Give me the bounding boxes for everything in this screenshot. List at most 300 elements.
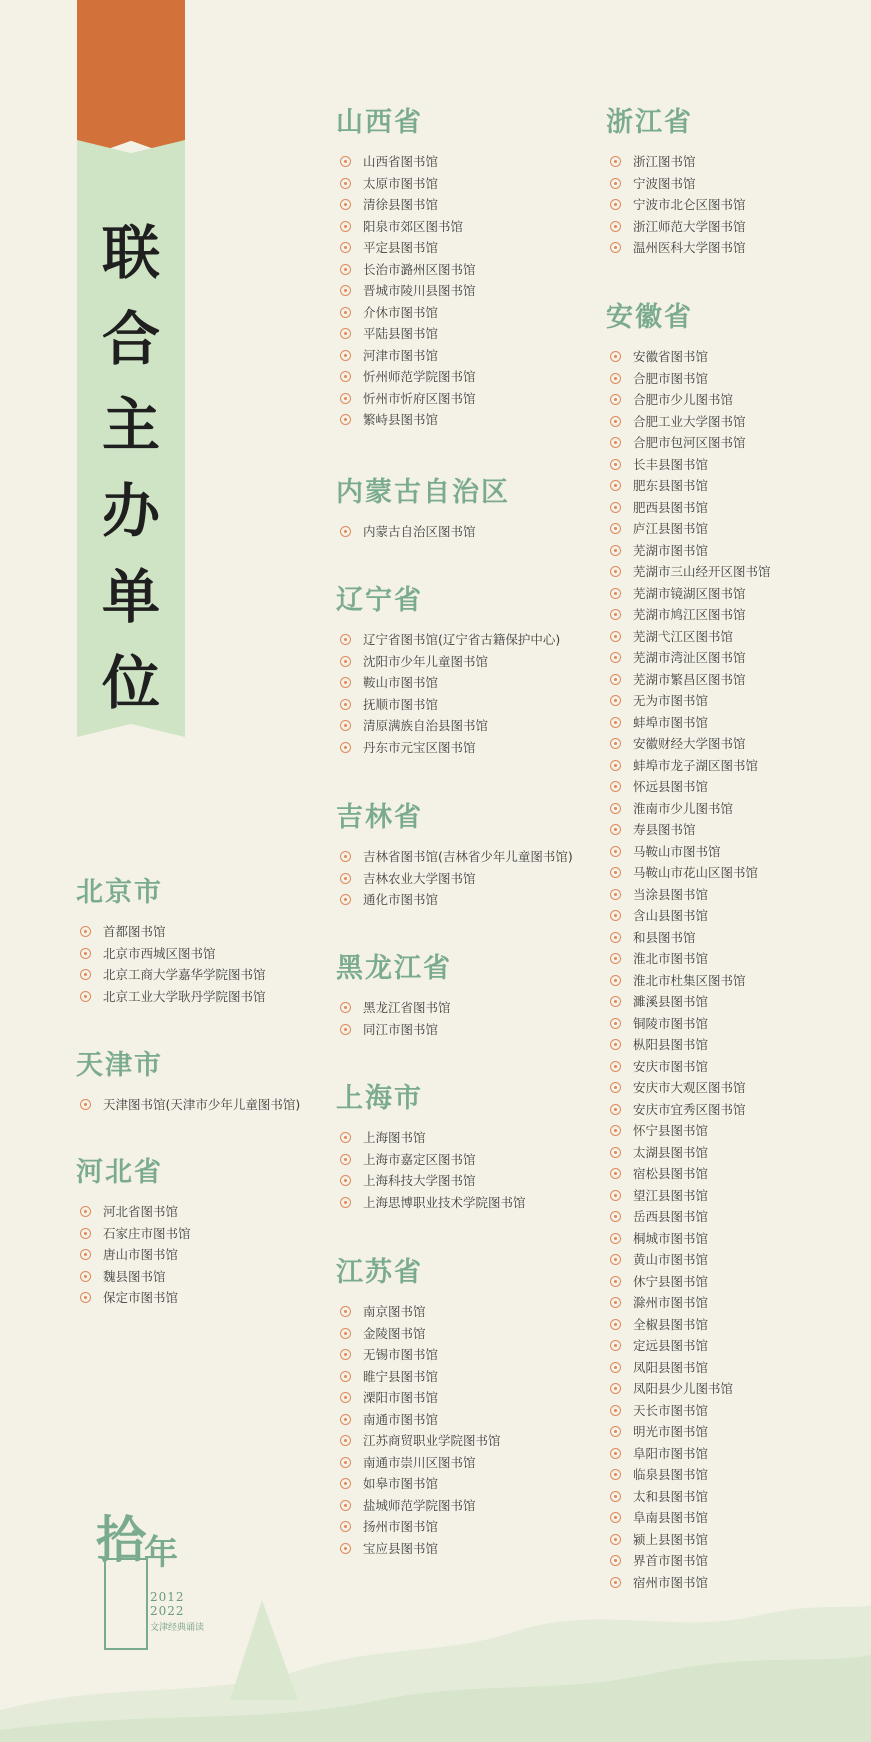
bullet-icon	[340, 1154, 351, 1165]
library-name: 睢宁县图书馆	[363, 1368, 439, 1384]
bullet-icon	[340, 1392, 351, 1403]
list-item	[336, 1301, 501, 1323]
library-name: 芜湖市图书馆	[633, 542, 709, 558]
library-name: 和县图书馆	[633, 929, 696, 945]
list-item	[606, 1206, 771, 1228]
list-item	[606, 368, 771, 390]
list-item	[336, 1149, 526, 1171]
bullet-icon	[610, 394, 621, 405]
library-list	[76, 921, 266, 1007]
section-neimenggu	[336, 470, 510, 543]
bullet-icon	[610, 1383, 621, 1394]
bullet-icon	[340, 264, 351, 275]
library-name: 宁波市北仑区图书馆	[633, 197, 746, 212]
list-item	[606, 819, 771, 841]
list-item	[606, 991, 771, 1013]
section-hebei	[76, 1150, 191, 1309]
bullet-icon	[340, 414, 351, 425]
bullet-icon	[610, 1104, 621, 1115]
library-name: 芜湖市繁昌区图书馆	[633, 671, 746, 687]
list-item	[606, 1292, 771, 1314]
library-name: 天津图书馆(天津市少年儿童图书馆)	[103, 1097, 301, 1112]
list-item	[336, 1366, 501, 1388]
library-name: 无为市图书馆	[633, 693, 709, 708]
library-list	[336, 629, 560, 758]
library-name: 温州医科大学图书馆	[633, 240, 746, 255]
library-name: 保定市图书馆	[103, 1290, 179, 1305]
bullet-icon	[610, 652, 621, 663]
bullet-icon	[80, 969, 91, 980]
list-item	[336, 302, 476, 324]
list-item	[336, 366, 476, 388]
list-item	[606, 690, 771, 712]
bullet-icon	[80, 1292, 91, 1303]
library-name: 河北省图书馆	[103, 1204, 179, 1219]
bullet-icon	[610, 437, 621, 448]
library-name: 芜湖市镜湖区图书馆	[633, 585, 746, 601]
list-item	[336, 629, 560, 651]
bullet-icon	[610, 889, 621, 900]
library-name: 唐山市图书馆	[103, 1247, 179, 1262]
library-name: 黄山市图书馆	[633, 1252, 709, 1267]
bullet-icon	[340, 1024, 351, 1035]
library-name: 阜南县图书馆	[633, 1510, 709, 1525]
list-item	[606, 755, 771, 777]
bullet-icon	[340, 1478, 351, 1489]
list-item	[336, 151, 476, 173]
bullet-icon	[610, 803, 621, 814]
library-name: 芜湖弋江区图书馆	[633, 628, 734, 644]
bullet-icon	[610, 588, 621, 599]
bullet-icon	[610, 1469, 621, 1480]
bullet-icon	[610, 781, 621, 792]
bullet-icon	[610, 1491, 621, 1502]
bullet-icon	[610, 1319, 621, 1330]
list-item	[606, 389, 771, 411]
library-name: 山西省图书馆	[363, 154, 439, 169]
section-title: 内蒙古自治区	[336, 477, 510, 508]
library-name: 无锡市图书馆	[363, 1347, 439, 1362]
bullet-icon	[340, 371, 351, 382]
list-item	[336, 889, 573, 911]
library-name: 休宁县图书馆	[633, 1273, 709, 1289]
library-name: 界首市图书馆	[633, 1553, 709, 1568]
section-liaoning	[336, 578, 560, 758]
bullet-icon	[340, 307, 351, 318]
bullet-icon	[340, 199, 351, 210]
list-item	[336, 1409, 501, 1431]
library-name: 清徐县图书馆	[363, 197, 439, 212]
list-item	[606, 1034, 771, 1056]
list-item	[606, 1271, 771, 1293]
list-item	[606, 583, 771, 605]
library-name: 桐城市图书馆	[633, 1230, 709, 1246]
library-name: 定远县图书馆	[633, 1338, 709, 1353]
list-item	[336, 409, 476, 431]
list-item	[606, 905, 771, 927]
section-title: 安徽省	[606, 302, 693, 333]
list-item	[606, 411, 771, 433]
bullet-icon	[340, 634, 351, 645]
bullet-icon	[610, 1448, 621, 1459]
list-item	[336, 868, 573, 890]
list-item	[606, 1163, 771, 1185]
bullet-icon	[610, 996, 621, 1007]
library-name: 怀宁县图书馆	[633, 1123, 709, 1138]
list-item	[606, 776, 771, 798]
banner-char: 位	[101, 649, 160, 717]
bullet-icon	[610, 242, 621, 253]
banner-char: 联	[101, 219, 160, 287]
library-name: 盐城师范学院图书馆	[363, 1497, 476, 1513]
banner-title	[77, 210, 185, 726]
bullet-icon	[610, 717, 621, 728]
section-title: 上海市	[336, 1083, 423, 1114]
list-item	[336, 259, 476, 281]
library-list	[336, 1127, 526, 1213]
bullet-icon	[340, 178, 351, 189]
list-item	[606, 540, 771, 562]
list-item	[606, 432, 771, 454]
bullet-icon	[340, 393, 351, 404]
list-item	[606, 884, 771, 906]
bullet-icon	[610, 1168, 621, 1179]
list-item	[606, 970, 771, 992]
library-name: 河津市图书馆	[363, 347, 439, 363]
library-name: 庐江县图书馆	[633, 521, 709, 536]
library-name: 吉林农业大学图书馆	[363, 870, 476, 886]
library-name: 安庆市大观区图书馆	[633, 1080, 746, 1095]
list-item	[606, 1142, 771, 1164]
logo-char-nian: 年	[144, 1533, 178, 1573]
library-name: 淮北市杜集区图书馆	[633, 972, 746, 988]
library-list	[336, 1301, 501, 1559]
list-item	[336, 1019, 452, 1041]
bullet-icon	[340, 526, 351, 537]
library-name: 通化市图书馆	[363, 892, 439, 907]
list-item	[606, 1507, 771, 1529]
library-name: 蚌埠市龙子湖区图书馆	[633, 757, 759, 773]
library-name: 凤阳县图书馆	[633, 1359, 709, 1375]
library-name: 内蒙古自治区图书馆	[363, 524, 476, 539]
list-item	[336, 388, 476, 410]
library-name: 肥西县图书馆	[633, 499, 709, 515]
bullet-icon	[610, 156, 621, 167]
library-name: 凤阳县少儿图书馆	[633, 1381, 734, 1396]
bullet-icon	[610, 846, 621, 857]
bullet-icon	[610, 867, 621, 878]
logo-years	[150, 1590, 185, 1618]
list-item	[76, 1244, 191, 1266]
banner-char: 主	[101, 391, 160, 459]
list-item	[606, 1443, 771, 1465]
library-name: 长治市潞州区图书馆	[363, 261, 476, 277]
list-item	[606, 626, 771, 648]
bullet-icon	[610, 1340, 621, 1351]
bullet-icon	[610, 459, 621, 470]
list-item	[606, 1120, 771, 1142]
list-item	[606, 647, 771, 669]
library-name: 濉溪县图书馆	[633, 994, 709, 1009]
list-item	[336, 216, 476, 238]
bullet-icon	[610, 502, 621, 513]
list-item	[606, 1314, 771, 1336]
list-item	[606, 1185, 771, 1207]
library-name: 合肥工业大学图书馆	[633, 413, 746, 429]
library-name: 太和县图书馆	[633, 1488, 709, 1504]
library-name: 介休市图书馆	[363, 304, 439, 320]
list-item	[76, 986, 266, 1008]
bullet-icon	[610, 1426, 621, 1437]
bullet-icon	[340, 328, 351, 339]
list-item	[76, 1287, 191, 1309]
list-item	[606, 1056, 771, 1078]
bullet-icon	[80, 926, 91, 937]
library-name: 安徽省图书馆	[633, 349, 709, 364]
library-name: 当涂县图书馆	[633, 886, 709, 902]
banner-char: 办	[101, 477, 160, 545]
library-name: 南通市崇川区图书馆	[363, 1454, 476, 1470]
bullet-icon	[610, 1297, 621, 1308]
list-item	[606, 862, 771, 884]
section-title: 吉林省	[336, 802, 423, 833]
library-name: 南京图书馆	[363, 1304, 426, 1319]
library-name: 天长市图书馆	[633, 1402, 709, 1418]
library-name: 江苏商贸职业学院图书馆	[363, 1433, 501, 1448]
bullet-icon	[340, 742, 351, 753]
bullet-icon	[80, 1206, 91, 1217]
list-item	[606, 1421, 771, 1443]
list-item	[606, 1357, 771, 1379]
section-shanghai	[336, 1076, 526, 1213]
list-item	[336, 345, 476, 367]
library-name: 平定县图书馆	[363, 240, 439, 255]
bullet-icon	[610, 1276, 621, 1287]
library-name: 宿松县图书馆	[633, 1166, 709, 1181]
library-name: 岳西县图书馆	[633, 1209, 709, 1224]
library-name: 芜湖市湾沚区图书馆	[633, 650, 746, 665]
library-name: 安庆市宜秀区图书馆	[633, 1101, 746, 1117]
bullet-icon	[340, 1197, 351, 1208]
logo-subtitle: 文津经典诵读	[150, 1623, 205, 1633]
list-item	[606, 712, 771, 734]
bullet-icon	[340, 699, 351, 710]
bullet-icon	[610, 738, 621, 749]
bullet-icon	[340, 1371, 351, 1382]
library-list	[606, 346, 771, 1593]
library-list	[336, 521, 510, 543]
bullet-icon	[610, 1190, 621, 1201]
bullet-icon	[340, 1306, 351, 1317]
list-item	[336, 173, 476, 195]
list-item	[606, 1013, 771, 1035]
list-item	[606, 1529, 771, 1551]
list-item	[606, 237, 746, 259]
library-name: 忻州市忻府区图书馆	[363, 390, 476, 406]
section-title: 浙江省	[606, 107, 693, 138]
bullet-icon	[80, 1249, 91, 1260]
list-item	[606, 1486, 771, 1508]
library-name: 上海市嘉定区图书馆	[363, 1151, 476, 1167]
library-name: 淮南市少儿图书馆	[633, 800, 734, 816]
list-item	[336, 846, 573, 868]
bullet-icon	[610, 1061, 621, 1072]
library-name: 溧阳市图书馆	[363, 1390, 439, 1405]
list-item	[76, 964, 266, 986]
bullet-icon	[80, 1099, 91, 1110]
section-jiangsu	[336, 1250, 501, 1559]
bullet-icon	[610, 1233, 621, 1244]
library-name: 上海图书馆	[363, 1130, 426, 1145]
library-name: 马鞍山市花山区图书馆	[633, 865, 759, 880]
list-item	[606, 1335, 771, 1357]
library-list	[336, 997, 452, 1040]
bullet-icon	[340, 350, 351, 361]
library-name: 望江县图书馆	[633, 1187, 709, 1203]
list-item	[336, 1323, 501, 1345]
library-name: 魏县图书馆	[103, 1268, 166, 1284]
section-tianjin	[76, 1043, 300, 1116]
list-item	[76, 1223, 191, 1245]
library-name: 淮北市图书馆	[633, 951, 709, 966]
library-list	[336, 151, 476, 431]
bullet-icon	[610, 631, 621, 642]
library-name: 阜阳市图书馆	[633, 1445, 709, 1461]
bullet-icon	[610, 1018, 621, 1029]
list-item	[336, 280, 476, 302]
list-item	[336, 323, 476, 345]
list-item	[336, 237, 476, 259]
list-item	[336, 1516, 501, 1538]
library-list	[76, 1201, 191, 1309]
bullet-icon	[80, 1228, 91, 1239]
section-title: 黑龙江省	[336, 953, 452, 984]
list-item	[606, 841, 771, 863]
bullet-icon	[610, 975, 621, 986]
library-name: 安徽财经大学图书馆	[633, 736, 746, 751]
library-name: 忻州师范学院图书馆	[363, 369, 476, 384]
bullet-icon	[340, 1543, 351, 1554]
list-item	[606, 1228, 771, 1250]
list-item	[606, 151, 746, 173]
bullet-icon	[610, 545, 621, 556]
list-item	[76, 1201, 191, 1223]
library-list	[336, 846, 573, 911]
library-name: 辽宁省图书馆(辽宁省古籍保护中心)	[363, 632, 561, 647]
library-name: 北京市西城区图书馆	[103, 945, 216, 961]
library-name: 浙江图书馆	[633, 154, 696, 169]
bullet-icon	[610, 1512, 621, 1523]
library-name: 全椒县图书馆	[633, 1316, 709, 1332]
library-name: 太原市图书馆	[363, 175, 439, 191]
section-title: 河北省	[76, 1157, 163, 1188]
bullet-icon	[340, 720, 351, 731]
library-name: 明光市图书馆	[633, 1424, 709, 1439]
section-beijing	[76, 870, 266, 1007]
library-name: 北京工商大学嘉华学院图书馆	[103, 967, 266, 982]
library-name: 南通市图书馆	[363, 1411, 439, 1427]
list-item	[336, 1387, 501, 1409]
bullet-icon	[610, 1082, 621, 1093]
list-item	[606, 454, 771, 476]
bullet-icon	[340, 285, 351, 296]
bullet-icon	[610, 1147, 621, 1158]
section-shanxi	[336, 100, 476, 431]
bullet-icon	[610, 910, 621, 921]
bullet-icon	[610, 695, 621, 706]
bullet-icon	[610, 178, 621, 189]
list-item	[606, 497, 771, 519]
logo-seal	[104, 1558, 148, 1650]
section-title: 辽宁省	[336, 585, 423, 616]
library-name: 含山县图书馆	[633, 908, 709, 923]
library-name: 清原满族自治县图书馆	[363, 718, 489, 733]
library-name: 扬州市图书馆	[363, 1519, 439, 1534]
bullet-icon	[610, 1125, 621, 1136]
list-item	[336, 1192, 526, 1214]
library-name: 同江市图书馆	[363, 1021, 439, 1037]
bullet-icon	[340, 656, 351, 667]
bullet-icon	[610, 199, 621, 210]
library-name: 宿州市图书馆	[633, 1574, 709, 1590]
library-name: 宁波图书馆	[633, 175, 696, 191]
library-list	[606, 151, 746, 259]
banner-char: 单	[101, 563, 160, 631]
banner-top-ribbon	[77, 0, 185, 160]
list-item	[606, 173, 746, 195]
list-item	[606, 216, 746, 238]
list-item	[336, 1452, 501, 1474]
bullet-icon	[340, 677, 351, 688]
bullet-icon	[340, 851, 351, 862]
section-jilin	[336, 795, 573, 911]
list-item	[606, 346, 771, 368]
library-name: 长丰县图书馆	[633, 456, 709, 472]
list-item	[606, 1464, 771, 1486]
bullet-icon	[610, 416, 621, 427]
library-name: 合肥市图书馆	[633, 370, 709, 386]
list-item	[606, 669, 771, 691]
bullet-icon	[610, 674, 621, 685]
list-item	[606, 1099, 771, 1121]
list-item	[606, 948, 771, 970]
bullet-icon	[340, 1435, 351, 1446]
list-item	[606, 1400, 771, 1422]
logo-year-end: 2022	[150, 1604, 185, 1618]
bullet-icon	[340, 1457, 351, 1468]
section-heilongjiang	[336, 946, 452, 1040]
bullet-icon	[80, 948, 91, 959]
library-name: 上海思博职业技术学院图书馆	[363, 1194, 526, 1210]
bullet-icon	[340, 1414, 351, 1425]
logo-char-shi: 拾	[96, 1510, 146, 1569]
bullet-icon	[340, 1002, 351, 1013]
logo-year-start: 2012	[150, 1590, 185, 1604]
bullet-icon	[610, 609, 621, 620]
list-item	[606, 604, 771, 626]
bullet-icon	[610, 953, 621, 964]
library-name: 安庆市图书馆	[633, 1058, 709, 1074]
library-name: 阳泉市郊区图书馆	[363, 218, 464, 234]
library-name: 石家庄市图书馆	[103, 1225, 191, 1241]
section-title: 天津市	[76, 1050, 163, 1081]
section-title: 江苏省	[336, 1257, 423, 1288]
list-item	[336, 1538, 501, 1560]
bullet-icon	[340, 873, 351, 884]
bullet-icon	[610, 1211, 621, 1222]
library-name: 如皋市图书馆	[363, 1476, 439, 1491]
list-item	[336, 1127, 526, 1149]
